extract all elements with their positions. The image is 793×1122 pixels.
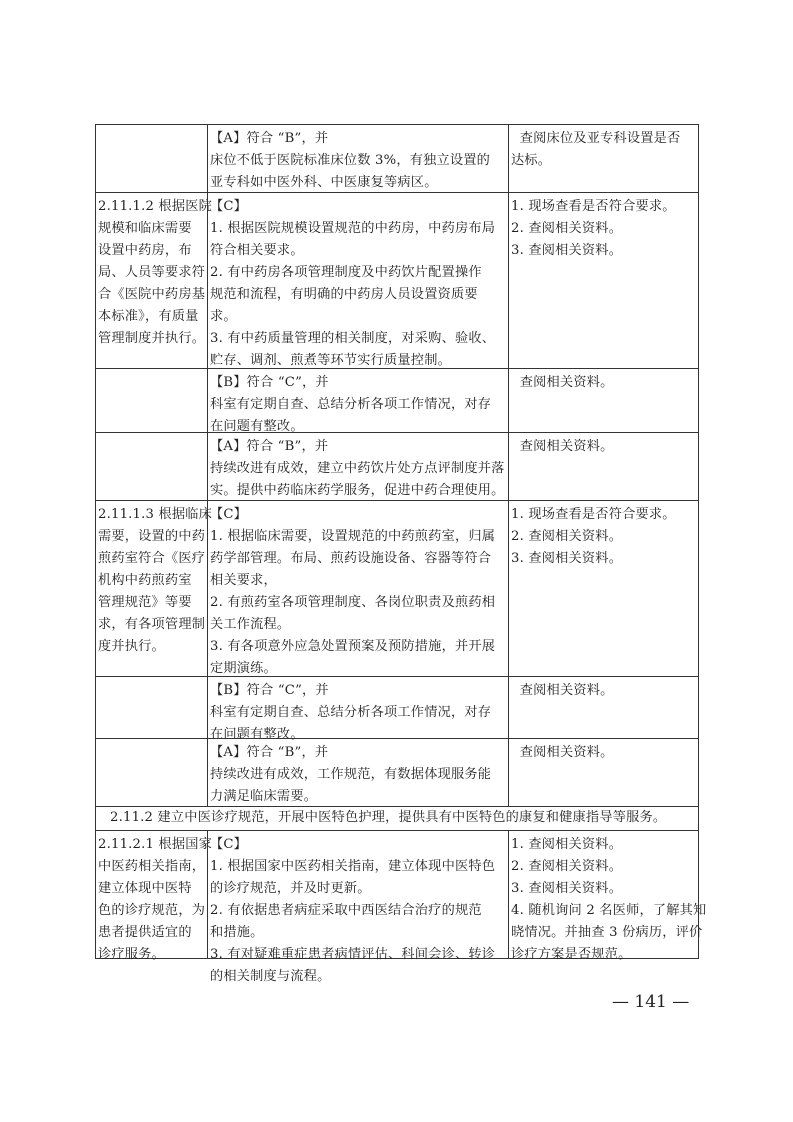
cell-line: 合《医院中药房基 [98, 287, 206, 302]
table-cell-c2 [207, 738, 509, 807]
cell-line: 3. 有各项意外应急处置预案及预防措施，并开展 [210, 639, 496, 654]
cell-line: 【B】符合 “C”，并 [210, 683, 329, 698]
cell-line: 关工作流程。 [210, 617, 291, 632]
cell-line: 2. 查阅相关资料。 [511, 221, 623, 236]
table-cell-c1 [95, 124, 208, 193]
table-cell-c2 [207, 676, 509, 742]
cell-line: 查阅床位及亚专科设置是否 [511, 131, 681, 146]
cell-line: 科室有定期自查、总结分析各项工作情况，对存 [210, 397, 492, 412]
cell-line: 和措施。 [210, 925, 264, 940]
cell-line: 2. 有依据患者病症采取中西医结合治疗的规范 [210, 903, 482, 918]
cell-line: 2.11.2.1 根据国家 [98, 837, 213, 852]
section-header [95, 806, 699, 831]
cell-line: 3. 有对疑难重症患者病情评估、科间会诊、转诊 [210, 947, 496, 962]
cell-line: 局、人员等要求符 [98, 265, 206, 280]
cell-line: 机构中药煎药室 [98, 573, 192, 588]
cell-line: 3. 查阅相关资料。 [511, 243, 623, 258]
cell-line: 1. 现场查看是否符合要求。 [511, 199, 676, 214]
cell-line: 1. 现场查看是否符合要求。 [511, 507, 676, 522]
table-cell-c3 [508, 192, 699, 369]
cell-line: 1. 根据医院规模设置规范的中药房，中药房布局 [210, 221, 496, 236]
cell-line: 在问题有整改。 [210, 419, 304, 434]
cell-line: 1. 查阅相关资料。 [511, 837, 623, 852]
section-header-text: 2.11.2 建立中医诊疗规范，开展中医特色护理，提供具有中医特色的康复和健康指导等服务。 [110, 810, 667, 825]
table-cell-c3 [508, 676, 699, 739]
cell-line: 实。提供中药临床药学服务，促进中药合理使用。 [210, 483, 505, 498]
table-cell-c2 [207, 432, 509, 501]
cell-line: 2. 查阅相关资料。 [511, 529, 623, 544]
cell-line: 管理制度并执行。 [98, 331, 206, 346]
cell-line: 【C】 [210, 507, 248, 522]
cell-line: 【C】 [210, 837, 248, 852]
cell-line: 求。 [210, 309, 237, 324]
table-cell-c3 [508, 432, 699, 501]
page-number: — 141 — [612, 992, 690, 1012]
cell-line: 贮存、调剂、煎煮等环节实行质量控制。 [210, 353, 451, 368]
cell-line: 中医药相关指南， [98, 859, 206, 874]
cell-line: 相关要求， [210, 573, 277, 588]
table-cell-c3 [508, 830, 707, 962]
cell-line: 持续改进有成效，建立中药饮片处方点评制度并落 [210, 461, 505, 476]
cell-line: 力满足临床需要。 [210, 789, 318, 804]
cell-line: 【A】符合 “B”，并 [210, 745, 329, 760]
table-cell-c2 [207, 368, 509, 433]
cell-line: 3. 查阅相关资料。 [511, 881, 623, 896]
table-cell-c2 [207, 124, 509, 193]
cell-line: 药学部管理。布局、煎药设施设备、容器等符合 [210, 551, 492, 566]
table-cell-c3 [508, 500, 699, 677]
cell-line: 的诊疗规范，并及时更新。 [210, 881, 371, 896]
cell-line: 患者提供适宜的 [98, 925, 192, 940]
table-cell-c3 [508, 124, 699, 193]
cell-line: 定期演练。 [210, 661, 277, 676]
table-cell-c1 [95, 500, 213, 677]
cell-line: 诊疗服务。 [98, 947, 165, 962]
cell-line: 3. 有中药质量管理的相关制度，对采购、验收、 [210, 331, 496, 346]
table-cell-c1 [95, 676, 208, 739]
cell-line: 1. 根据国家中医药相关指南，建立体现中医特色 [210, 859, 496, 874]
cell-line: 色的诊疗规范，为 [98, 903, 206, 918]
cell-line: 【A】符合 “B”，并 [210, 439, 329, 454]
cell-line: 建立体现中医特 [98, 881, 192, 896]
cell-line: 规模和临床需要 [98, 221, 192, 236]
cell-line: 4. 随机询问 2 名医师，了解其知 [511, 903, 707, 918]
cell-line: 求，有各项管理制 [98, 617, 206, 632]
table-cell-c2 [207, 192, 509, 369]
cell-line: 诊疗方案是否规范。 [511, 947, 632, 962]
cell-line: 【C】 [210, 199, 248, 214]
cell-line: 规范和流程，有明确的中药房人员设置资质要 [210, 287, 478, 302]
cell-line: 度并执行。 [98, 639, 165, 654]
cell-line: 持续改进有成效，工作规范，有数据体现服务能 [210, 767, 492, 782]
cell-line: 查阅相关资料。 [511, 683, 614, 698]
cell-line: 2.11.1.2 根据医院 [98, 199, 213, 214]
table-cell-c2 [207, 830, 509, 984]
cell-line: 需要，设置的中药 [98, 529, 206, 544]
cell-line: 管理规范》等要 [98, 595, 192, 610]
table-cell-c3 [508, 368, 699, 433]
cell-line: 查阅相关资料。 [511, 375, 614, 390]
cell-line: 2. 有煎药室各项管理制度、各岗位职责及煎药相 [210, 595, 496, 610]
cell-line: 2. 有中药房各项管理制度及中药饮片配置操作 [210, 265, 482, 280]
cell-line: 煎药室符合《医疗 [98, 551, 206, 566]
cell-line: 2.11.1.3 根据临床 [98, 507, 213, 522]
cell-line: 设置中药房，布 [98, 243, 192, 258]
table-cell-c1 [95, 830, 213, 962]
cell-line: 【B】符合 “C”，并 [210, 375, 329, 390]
cell-line: 床位不低于医院标准床位数 3%，有独立设置的 [210, 153, 491, 168]
cell-line: 查阅相关资料。 [511, 439, 614, 454]
table-cell-c1 [95, 192, 213, 369]
cell-line: 晓情况。并抽查 3 份病历，评价 [511, 925, 703, 940]
cell-line: 3. 查阅相关资料。 [511, 551, 623, 566]
cell-line: 达标。 [511, 153, 552, 168]
cell-line: 亚专科如中医外科、中医康复等病区。 [210, 175, 438, 190]
cell-line: 查阅相关资料。 [511, 745, 614, 760]
cell-line: 的相关制度与流程。 [210, 969, 331, 984]
cell-line: 符合相关要求。 [210, 243, 304, 258]
table-cell-c2 [207, 500, 509, 677]
table-cell-c1 [95, 368, 208, 433]
cell-line: 在问题有整改。 [210, 727, 304, 742]
cell-line: 科室有定期自查、总结分析各项工作情况，对存 [210, 705, 492, 720]
cell-line: 2. 查阅相关资料。 [511, 859, 623, 874]
table-cell-c1 [95, 738, 208, 807]
table-cell-c3 [508, 738, 699, 807]
cell-line: 本标准》，有质量 [98, 309, 199, 324]
table-cell-c1 [95, 432, 208, 501]
cell-line: 1. 根据临床需要，设置规范的中药煎药室，归属 [210, 529, 496, 544]
cell-line: 【A】符合 “B”，并 [210, 131, 329, 146]
